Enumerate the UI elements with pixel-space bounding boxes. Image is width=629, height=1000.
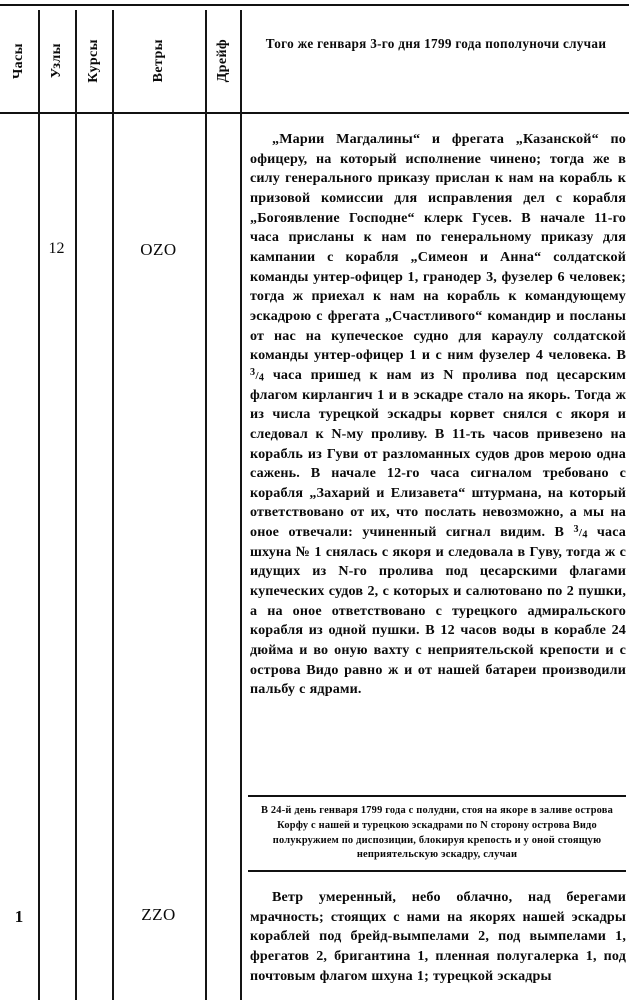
column-rule-2: [75, 10, 77, 1000]
column-header-dreyf-label: Дрейф: [214, 39, 230, 83]
column-rule-5: [240, 10, 242, 1000]
column-header-chasy-label: Часы: [11, 42, 26, 80]
column-rule-3: [112, 10, 114, 1000]
cell-chasy-row2: 1: [14, 907, 24, 926]
table-top-border: [0, 4, 629, 6]
column-header-vetry: [112, 12, 205, 110]
entry-heading: Того же генваря 3-го дня 1799 года пополуночи случаи: [265, 36, 607, 51]
column-header-uzly: [38, 12, 75, 110]
inset-entry-block: [248, 795, 626, 872]
cell-vetry-row2: ZZO: [141, 905, 176, 924]
header-divider-rule: [0, 112, 629, 114]
narrative-tail: [250, 888, 626, 986]
column-header-chasy: [0, 12, 38, 110]
column-header-kursy-label: Курсы: [85, 39, 101, 83]
column-header-dreyf: [205, 12, 240, 110]
cell-vetry-row1: OZO: [140, 240, 177, 259]
column-rule-1: [38, 10, 40, 1000]
narrative-body: [250, 130, 626, 700]
cell-uzly-row1: 12: [48, 240, 65, 257]
column-header-uzly-label: Узлы: [48, 43, 64, 79]
fraction-value: $^3/_4$: [250, 366, 265, 384]
inset-entry-heading: В 24-й день генваря 1799 года с полудни, стоя на якоре в заливе острова Корфу с нашей и турецкою эскадрами по N сторону острова Видо полукружием по диспозиции, блокируя крепость и у оной стоящую неприятельскую эскадру, случаи: [260, 805, 614, 861]
narrative-paragraph-main: „Марии Магдалины“ и фрегата „Казанской“ по офицеру, на который исполнение чинено; тогда же в силу генерального приказу прислан к нам на корабль к призовой комиссии для исправления дел с корабля „Богоявление Господне“ клерк Гусев. В начале 11-го часа присланы к нам по генеральному приказу для кампании с корабля „Симеон и Анна“ солдатской команды унтер-офицер 1, гранодер 3, фузелер 6 человек; тогда ж приехал к нам на корабль к командующему эскадрою с фрегата „Счастливого“ командир и посланы от нас на купеческое судно для караулу солдатской команды унтер-офицер 1 и с ним фузелер 4 человека. В $^3/_4$ часа пришед к нам из N пролива под цесарским флагом кирлангич 1 и в эскадре стало на якорь. Тогда ж из числа турецкой эскадры корвет снялся с якоря и следовал к N-му проливу. В 11-ть часов привезено на корабль из Гуви от разломанных судов дров мерою одна сажень. В начале 12-го часа сигналом требовано с корабля „Захарий и Елизавета“ штурмана, на который ответствовано от их, что послать невозможно, а мы на оное отвечали: учиненный сигнал видим. В $^3/_4$ часа шхуна № 1 снялась с якоря и следовала в Гуву, тогда ж с идущих из N-го пролива под цесарскими флагами купеческих судов 2, с которых и салютовано по 2 пушки, а на оное ответствовано с турецкого адмиральского корабля из одной пушки. В 12 часов воды в корабле 24 дюйма и во оную вахту с неприятельской крепости и с острова Видо равно ж и от нашей батареи производили пальбу с ядрами.: [250, 131, 626, 698]
inset-bottom-rule: [248, 870, 626, 872]
narrative-paragraph-tail: Ветр умеренный, небо облачно, над берегами мрачность; стоящих с нами на якорях нашей эскадры кораблей под брейд-вымпелами 2, под вымпелами 1, фрегатов 2, бригантина 1, пленная полугалерка 1, под почтовым флагом шхуна 1; турецкой эскадры: [250, 889, 626, 984]
fraction-value: $^3/_4$: [573, 523, 588, 541]
column-header-kursy: [75, 12, 112, 110]
column-header-vetry-label: Ветры: [150, 39, 166, 83]
column-rule-4: [205, 10, 207, 1000]
